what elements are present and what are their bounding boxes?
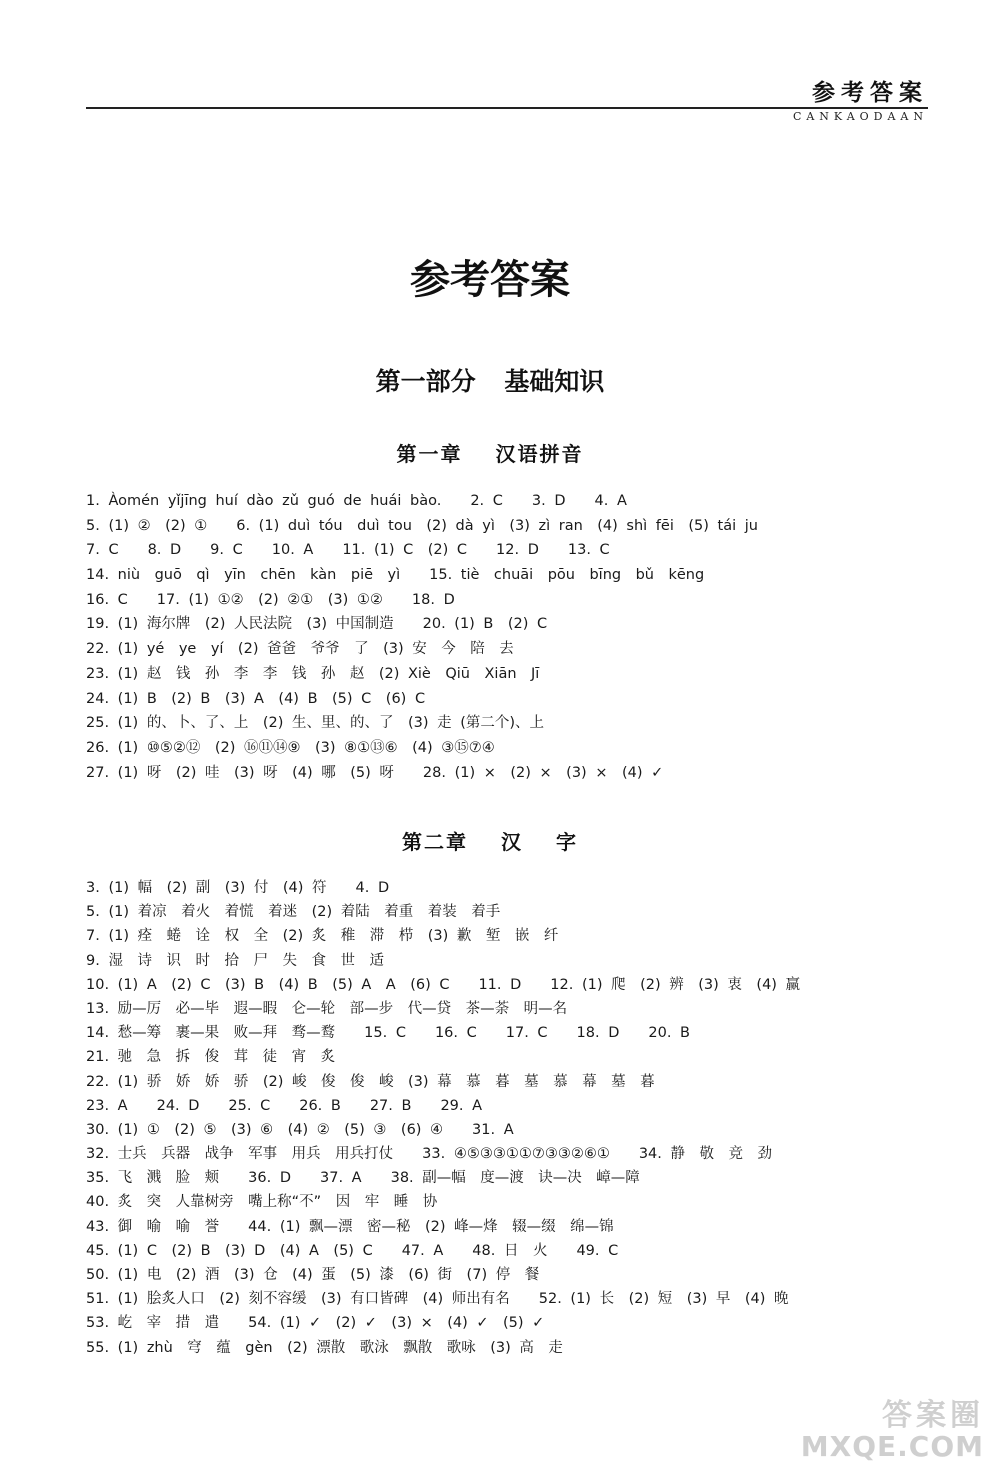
answer-line: 27. (1) 呀 (2) 哇 (3) 呀 (4) 哪 (5) 呀 28. (1) × (2) × (3) × (4) ✓ (86, 764, 664, 781)
answer-line: 23. A 24. D 25. C 26. B 27. B 29. A (86, 1097, 483, 1114)
answer-line: 22. (1) 骄 娇 娇 骄 (2) 峻 俊 俊 峻 (3) 幕 慕 暮 墓 慕 幕 墓 暮 (86, 1073, 655, 1090)
answer-line: 43. 御 喻 喻 誉 44. (1) 飘—漂 密—秘 (2) 峰—烽 辍—缀 绵—锦 (86, 1218, 614, 1235)
answer-line: 50. (1) 电 (2) 酒 (3) 仓 (4) 蛋 (5) 漆 (6) 街 (7) 停 餐 (86, 1267, 540, 1283)
part-title: 第一部分 基础知识 (375, 367, 605, 396)
answer-line: 16. C 17. (1) ①② (2) ②① (3) ①② 18. D (86, 591, 455, 608)
answer-line: 24. (1) B (2) B (3) A (4) B (5) C (6) C (86, 690, 426, 707)
answer-line: 1. Àomén yǐjīng huí dào zǔ guó de huái bào. 2. C 3. D 4. A (86, 493, 627, 509)
header-subtitle: CANKAODAAN (792, 110, 928, 123)
answer-line: 13. 励—厉 必—毕 遐—暇 仑—轮 部—步 代—贷 茶—荼 明—名 (86, 1000, 568, 1017)
answer-line: 9. 湿 诗 识 时 拾 尸 失 食 世 适 (86, 952, 384, 969)
page-title: 参考答案 (410, 257, 570, 303)
answer-line: 5. (1) ② (2) ① 6. (1) duì tóu duì tou (2) dà yì (3) zì ran (4) shì fēi (5) tái ju (86, 517, 758, 534)
answer-line: 25. (1) 的、卜、了、上 (2) 生、里、的、了 (3) 走 (第二个)、上 (86, 715, 545, 732)
answer-line: 55. (1) zhù 穹 蕴 gèn (2) 漂散 歌泳 飘散 歌咏 (3) 高 走 (86, 1339, 563, 1356)
header-rule (86, 107, 928, 109)
answer-line: 26. (1) ⑩⑤②⑫ (2) ⑯⑪⑭⑨ (3) ⑧①⑬⑥ (4) ③⑮⑦④ (86, 739, 495, 756)
header-title: 参考答案 (812, 80, 928, 106)
watermark-bottom: MXQE.COM (800, 1430, 984, 1463)
chapter1-title: 第一章 汉语拼音 (396, 442, 584, 466)
watermark-top: 答案圈 (882, 1398, 984, 1433)
answer-line: 51. (1) 脍炙人口 (2) 刻不容缓 (3) 有口皆碑 (4) 师出有名 52. (1) 长 (2) 短 (3) 早 (4) 晚 (86, 1291, 789, 1308)
answer-line: 35. 飞 溅 脸 颊 36. D 37. A 38. 副—幅 度—渡 诀—决 嶂—障 (86, 1170, 640, 1187)
chapter2-title: 第二章 汉 字 (402, 830, 578, 854)
answer-line: 40. 炙 突 人靠树旁 嘴上称“不” 因 牢 睡 协 (86, 1194, 438, 1211)
watermark (801, 1390, 984, 1463)
chapter2-answers (86, 876, 906, 1360)
answer-line: 10. (1) A (2) C (3) B (4) B (5) A A (6) C 11. D 12. (1) 爬 (2) 辨 (3) 衷 (4) 赢 (86, 976, 801, 993)
answer-line: 23. (1) 赵 钱 孙 李 李 钱 孙 赵 (2) Xiè Qiū Xiān Jī (86, 665, 540, 682)
answer-line: 22. (1) yé ye yí (2) 爸爸 爷爷 了 (3) 安 今 陪 去 (86, 641, 514, 658)
answer-line: 32. 士兵 兵器 战争 军事 用兵 用兵打仗 33. ④⑤③③①①⑦③③②⑥① 34. 静 敬 竞 劲 (86, 1146, 772, 1163)
answer-line: 3. (1) 幅 (2) 副 (3) 付 (4) 符 4. D (86, 880, 390, 896)
answer-line: 21. 驰 急 拆 俊 茸 徒 宵 炙 (86, 1049, 336, 1066)
answer-line: 14. 愁—筹 裹—果 败—拜 骛—鹜 15. C 16. C 17. C 18. D 20. B (86, 1025, 690, 1042)
chapter1-answers (86, 489, 906, 785)
answer-line: 7. C 8. D 9. C 10. A 11. (1) C (2) C 12. D 13. C (86, 542, 610, 559)
answer-line: 53. 屹 宰 措 遣 54. (1) ✓ (2) ✓ (3) × (4) ✓ (5) ✓ (86, 1315, 545, 1332)
answer-line: 45. (1) C (2) B (3) D (4) A (5) C 47. A 48. 日 火 49. C (86, 1242, 619, 1259)
answer-line: 19. (1) 海尔牌 (2) 人民法院 (3) 中国制造 20. (1) B (2) C (86, 616, 548, 633)
answer-line: 14. niù guō qì yīn chēn kàn piē yì 15. tiè chuāi pōu bīng bǔ kēng (86, 567, 705, 584)
answer-line: 5. (1) 着凉 着火 着慌 着迷 (2) 着陆 着重 着装 着手 (86, 904, 501, 921)
answer-line: 7. (1) 痊 蜷 诠 权 全 (2) 炙 稚 滞 栉 (3) 歉 堑 嵌 纤 (86, 928, 559, 945)
answer-line: 30. (1) ① (2) ⑤ (3) ⑥ (4) ② (5) ③ (6) ④ 31. A (86, 1121, 514, 1138)
